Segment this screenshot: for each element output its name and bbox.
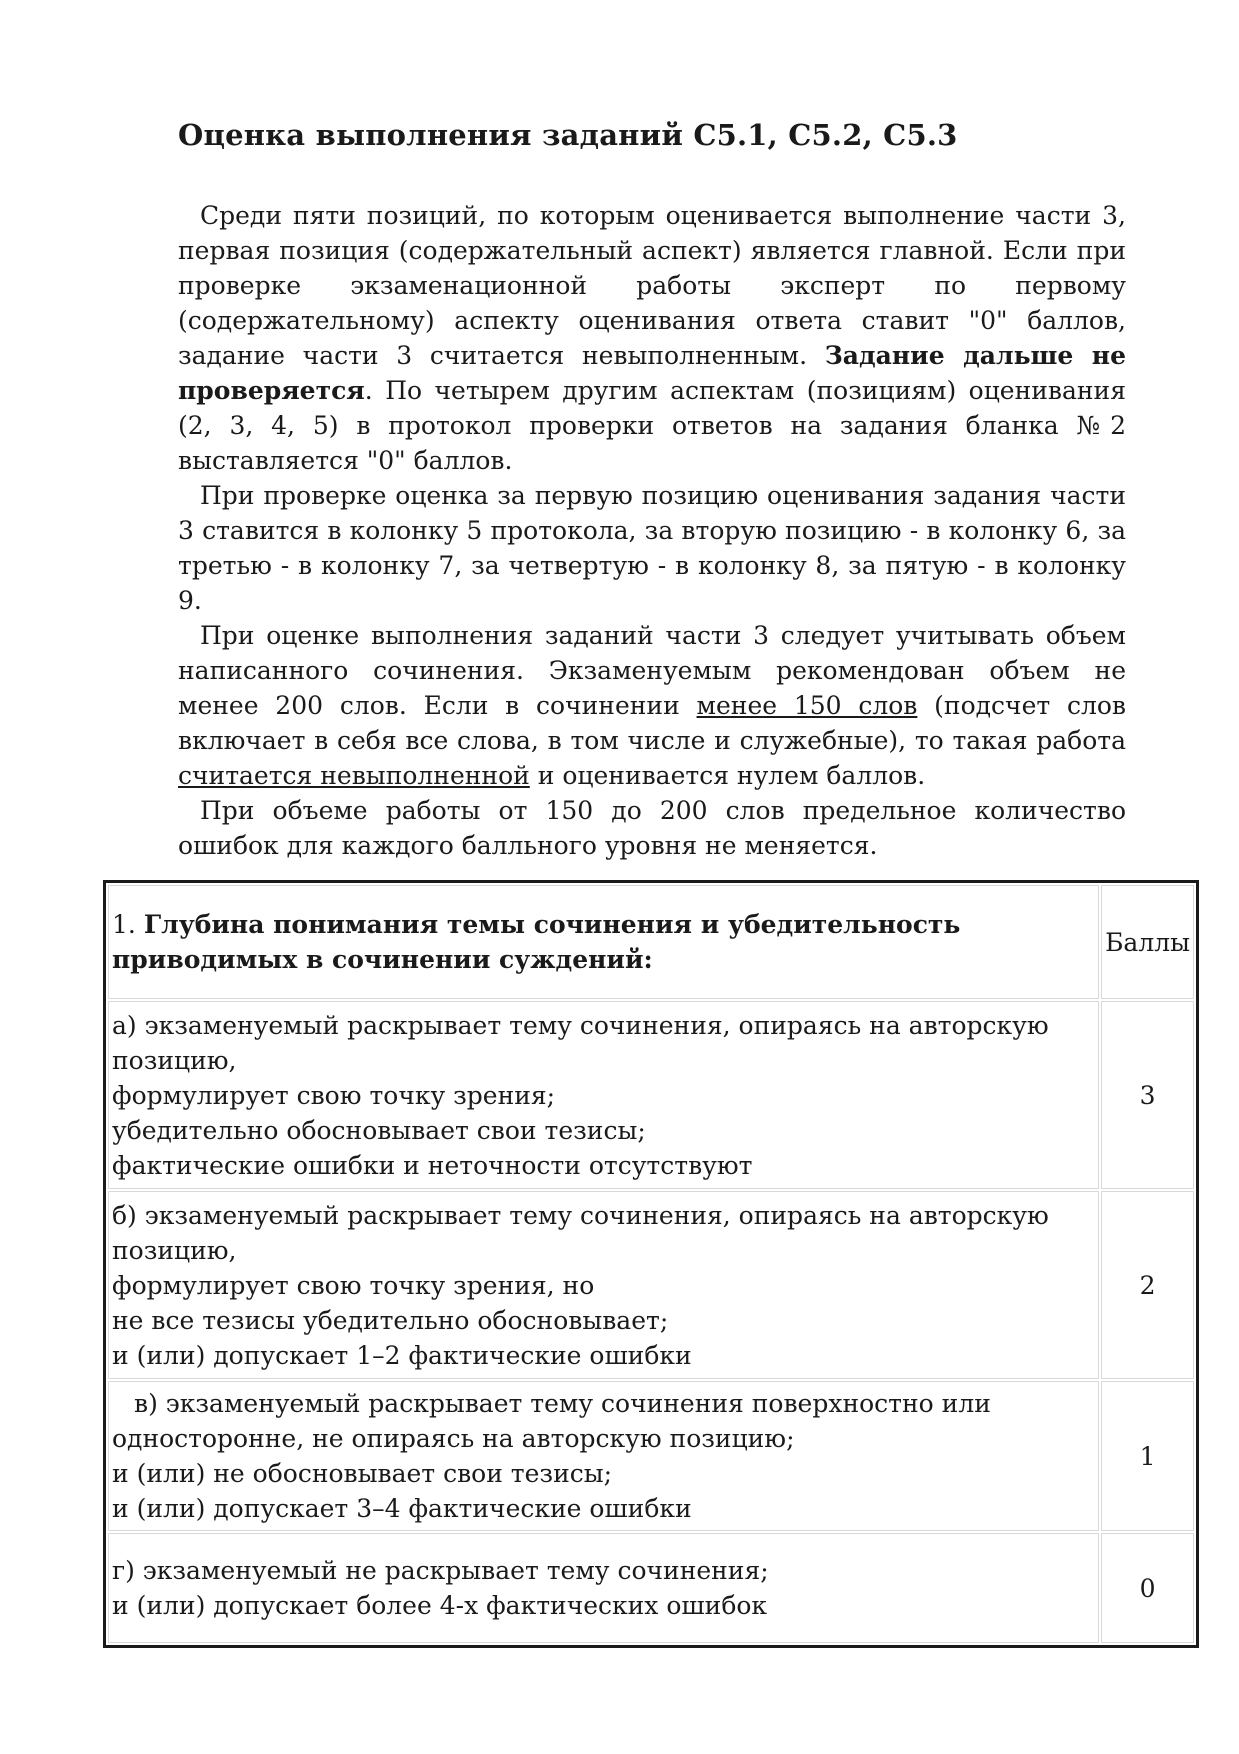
criterion-header xyxy=(108,885,1099,999)
description-line: б) экзаменуемый раскрывает тему сочинения, опираясь на авторскую xyxy=(112,1200,1049,1230)
paragraph-3-middle: (подсчет слов включает в себя все слова, в том числе и служебные), то такая работа xyxy=(178,691,1127,755)
description-line: а) экзаменуемый раскрывает тему сочинения, опираясь на авторскую xyxy=(112,1010,1049,1040)
description-line: и (или) допускает более 4-х фактических ошибок xyxy=(112,1591,768,1620)
criterion-description xyxy=(108,1001,1099,1189)
score-value: 2 xyxy=(1101,1191,1194,1379)
score-value: 0 xyxy=(1101,1533,1194,1643)
description-line: односторонне, не опираясь на авторскую позицию; xyxy=(112,1424,795,1453)
paragraph-3-tail: и оценивается нулем баллов. xyxy=(529,761,926,790)
description-line: и (или) не обосновывает свои тезисы; xyxy=(112,1459,613,1488)
criterion-description xyxy=(108,1381,1099,1531)
criterion-number: 1. xyxy=(112,910,144,939)
description-line: г) экзаменуемый не раскрывает тему сочинения; xyxy=(112,1556,769,1585)
paragraph-3-text: При оценке выполнения заданий части 3 следует учитывать объем написанного сочинения. Экзаменуемым рекомендован объем не менее 200 слов. Если в сочинении xyxy=(178,621,1126,720)
intro-text xyxy=(178,198,1126,863)
description-line: позицию, xyxy=(112,1045,237,1075)
description-line: формулирует свою точку зрения; xyxy=(112,1080,556,1110)
description-line: не все тезисы убедительно обосновывает; xyxy=(112,1305,669,1335)
table-row xyxy=(108,1533,1194,1643)
paragraph-4: При объеме работы от 150 до 200 слов предельное количество ошибок для каждого балльного уровня не меняется. xyxy=(178,796,1126,860)
paragraph-3 xyxy=(178,618,1126,793)
criterion-title-1: Глубина понимания темы сочинения и убедительность xyxy=(143,910,961,939)
description-line: позицию, xyxy=(112,1235,237,1265)
criterion-description xyxy=(108,1191,1099,1379)
score-header: Баллы xyxy=(1101,885,1194,999)
table-row xyxy=(108,1001,1194,1189)
score-value: 1 xyxy=(1101,1381,1194,1531)
criterion-title-2: приводимых в сочинении суждений: xyxy=(112,945,653,974)
description-line: и (или) допускает 3–4 фактические ошибки xyxy=(112,1494,692,1523)
table-header-row xyxy=(108,885,1194,999)
description-line: в) экзаменуемый раскрывает тему сочинения поверхностно или xyxy=(134,1389,991,1418)
paragraph-1 xyxy=(178,198,1126,478)
criterion-description xyxy=(108,1533,1099,1643)
page-title: Оценка выполнения заданий С5.1, С5.2, С5.3 xyxy=(178,118,958,152)
description-line: фактические ошибки и неточности отсутствуют xyxy=(112,1150,753,1180)
paragraph-1-tail: . По четырем другим аспектам (позициям) оценивания (2, 3, 4, 5) в протокол проверки ответов на задания бланка №2 выставляется "0" баллов. xyxy=(178,376,1126,475)
table-row xyxy=(108,1381,1194,1531)
paragraph-2: При проверке оценка за первую позицию оценивания задания части 3 ставится в колонку 5 протокола, за вторую позицию - в колонку 6, за третью - в колонку 7, за четвертую - в колонку 8, за пятую - в колонку 9. xyxy=(178,481,1126,615)
table-row xyxy=(108,1191,1194,1379)
underlined-word-limit: менее 150 слов xyxy=(696,691,918,720)
underlined-failed: считается невыполненной xyxy=(178,761,530,790)
description-line: убедительно обосновывает свои тезисы; xyxy=(112,1115,646,1145)
score-value: 3 xyxy=(1101,1001,1194,1189)
paragraph-1-text: Среди пяти позиций, по которым оценивается выполнение части 3, первая позиция (содержательный аспект) является главной. Если при проверке экзаменационной работы эксперт по первому (содержательному) аспекту оценивания ответа ставит "0" баллов, задание части 3 считается невыполненным. xyxy=(178,201,1126,370)
description-line: формулирует свою точку зрения, но xyxy=(112,1270,595,1300)
criterion-header-line1 xyxy=(112,907,1095,942)
paragraph-1-bold: Задание дальше не проверяется xyxy=(178,341,1126,405)
description-line: и (или) допускает 1–2 фактические ошибки xyxy=(112,1340,692,1370)
criteria-table xyxy=(103,880,1199,1648)
